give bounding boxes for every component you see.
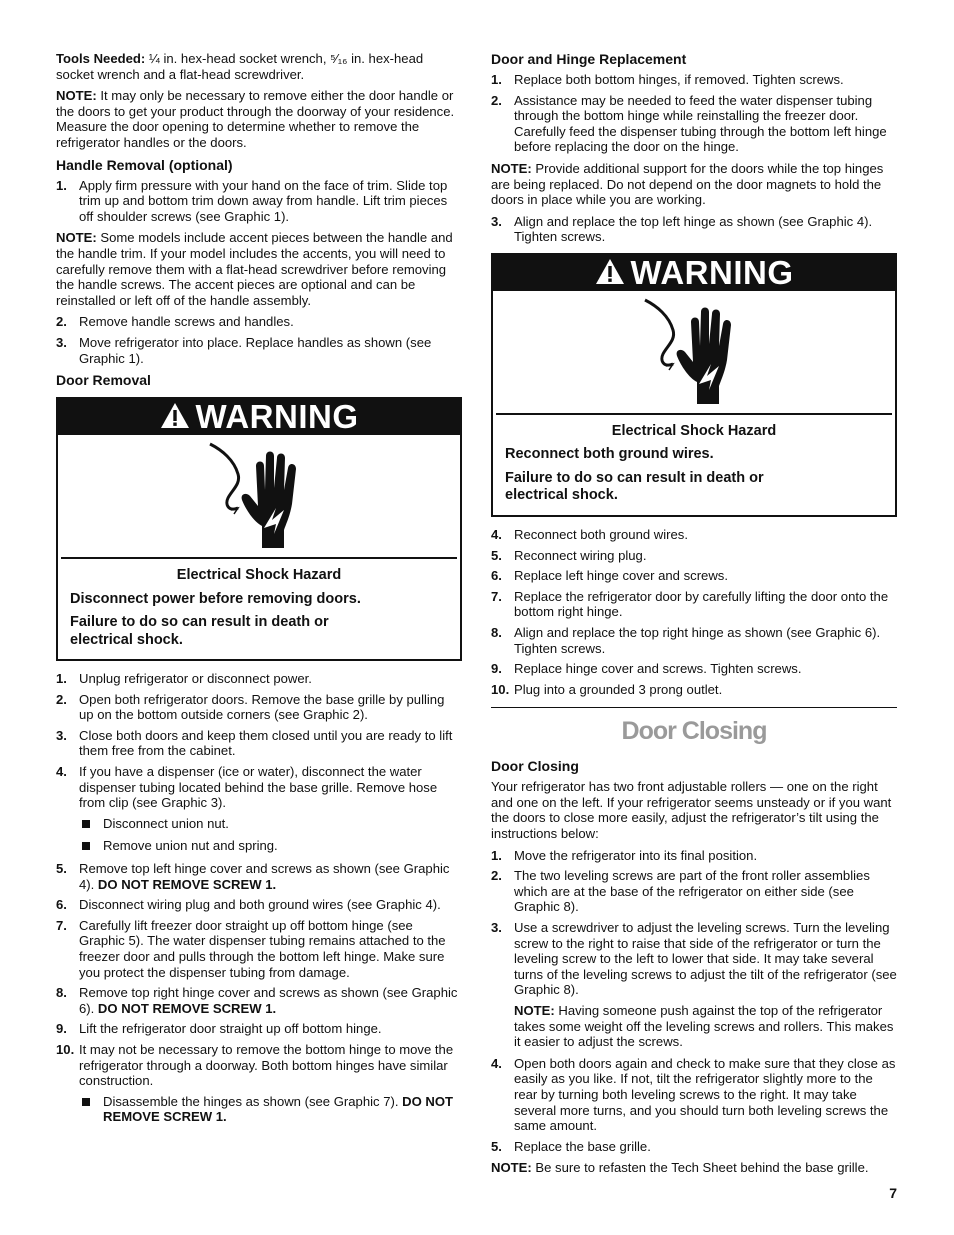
warning-header — [493, 255, 895, 291]
note-tech-sheet: NOTE: Be sure to refasten the Tech Sheet behind the base grille. — [491, 1160, 869, 1176]
door-removal-steps — [56, 671, 462, 1125]
electric-shock-hand-icon — [639, 294, 749, 410]
warning-box-disconnect — [56, 397, 462, 661]
electric-shock-hand-icon — [204, 438, 314, 554]
tools-fraction: ⁵⁄₁₆ — [330, 51, 348, 66]
hazard-title: Electrical Shock Hazard — [176, 567, 342, 584]
warning-triangle-icon — [160, 402, 190, 433]
list-item: 3. Use a screwdriver to adjust the leveling screws. Turn the leveling screw to the right to raise that side of the refrigerator or turn the leveling screw to the left to lower that side. It may take several turns of the leveling screws to adjust the tilt of the refrigerator (see Graphic 8). NOTE: Having someone push against the top of the refrigerator takes some weight off the leveling screws and rollers. This makes it easier to adjust the screws. — [491, 920, 897, 1050]
note-door-handle — [56, 88, 462, 150]
warning-instruction: Reconnect both ground wires. — [505, 446, 714, 463]
list-item: 1. Move the refrigerator into its final position. — [491, 847, 758, 863]
tools-text-b: in. hex-head socket wrench and a flat-head screwdriver. — [56, 51, 424, 82]
list-item: 4. Reconnect both ground wires. — [491, 526, 688, 542]
door-closing-steps — [491, 848, 897, 1155]
list-item: 3. Close both doors and keep them closed until you are ready to lift them free from the cabinet. — [56, 727, 453, 759]
sub-bullets — [79, 1094, 462, 1125]
right-column — [491, 51, 897, 1182]
section-title: Door Closing — [621, 717, 767, 746]
shock-picture — [496, 291, 892, 415]
list-item: 6. Replace left hinge cover and screws. — [491, 568, 728, 584]
tools-text: ¼ in. hex-head socket wrench, — [148, 51, 331, 66]
list-item: 2. Assistance may be needed to feed the water dispenser tubing through the bottom hinge while reinstalling the freezer door. Carefully feed the dispenser tubing through the bottom left hinge before replacing the door on the hinge. — [491, 92, 887, 155]
bullet-item: Remove union nut and spring. — [79, 838, 462, 854]
list-item: 7. Replace the refrigerator door by carefully lifting the door onto the bottom right hinge. — [491, 588, 889, 620]
list-item: 9. Lift the refrigerator door straight up off bottom hinge. — [56, 1021, 382, 1037]
list-item: 2. Open both refrigerator doors. Remove the base grille by pulling up on the bottom outside corners (see Graphic 2). — [56, 691, 445, 723]
list-item: 7. Carefully lift freezer door straight up off bottom hinge (see Graphic 5). The water dispenser tubing remains attached to the freezer door and pulls through the bottom left hinge. Make sure you protect the dispenser tubing from damage. — [56, 917, 446, 980]
door-closing-intro: Your refrigerator has two front adjustable rollers — one on the right and one on the left. If your refrigerator seems unsteady or if you want the doors to close more easily, adjust the refrigerator’s tilt using the instructions below: — [491, 779, 892, 842]
warning-word: WARNING — [630, 253, 794, 291]
list-item: 5. Remove top left hinge cover and screws as shown (see Graphic 4). DO NOT REMOVE SCREW 1. — [56, 861, 450, 892]
note-label: NOTE: — [491, 160, 532, 176]
section-divider — [491, 707, 897, 708]
tools-needed — [56, 51, 462, 82]
warning-consequence: Failure to do so can result in death or electrical shock. — [505, 469, 764, 504]
warning-box-reconnect — [491, 253, 897, 517]
page-number: 7 — [889, 1185, 897, 1201]
list-item: 8. Align and replace the top right hinge as shown (see Graphic 6). Tighten screws. — [491, 624, 881, 656]
hinge-replacement-heading: Door and Hinge Replacement — [491, 51, 687, 67]
list-item: 4. If you have a dispenser (ice or water), disconnect the water dispenser tubing located behind the base grille. Remove hose from clip (see Graphic 3). Disconnect union nut. Remove union nut and spring. — [56, 764, 462, 854]
hinge-steps — [491, 72, 897, 155]
note-label: NOTE: — [56, 230, 97, 246]
door-removal-heading: Door Removal — [56, 372, 151, 389]
list-item: 5. Replace the base grille. — [491, 1138, 651, 1154]
shock-picture — [61, 435, 457, 559]
list-item: 8. Remove top right hinge cover and screws as shown (see Graphic 6). DO NOT REMOVE SCREW 1. — [56, 985, 458, 1016]
reinstall-steps — [491, 527, 897, 697]
list-item: 6. Disconnect wiring plug and both ground wires (see Graphic 4). — [56, 897, 441, 913]
list-item: 1. Unplug refrigerator or disconnect power. — [56, 671, 312, 687]
warning-consequence: Failure to do so can result in death or electrical shock. — [70, 614, 329, 648]
warning-text — [493, 415, 895, 515]
list-item: 10. Plug into a grounded 3 prong outlet. — [491, 681, 723, 697]
list-item: 1. Apply firm pressure with your hand on the face of trim. Slide top trim up and bottom trim down away from handle. Lift trim pieces off shoulder screws (see Graphic 1). — [56, 177, 448, 224]
list-item: 2. The two leveling screws are part of the front roller assemblies which are at the base of the refrigerator on either side (see Graphic 8). — [491, 868, 870, 915]
note-text: It may only be necessary to remove either the door handle or the doors to get your product through the doorway of your residence. Measure the door opening to determine whether to remove the refrigerator handles or the doors. — [56, 88, 455, 150]
handle-steps-cont — [56, 314, 462, 366]
note-text: Some models include accent pieces between the handle and the handle trim. If your model includes the accents, you will need to carefully remove them with a flat-head screwdriver before removing the handle screws. The accent pieces are optional and can be reinstalled or left off of the handle assembly. — [56, 230, 453, 308]
left-column — [56, 51, 462, 1132]
list-item: 3. Move refrigerator into place. Replace handles as shown (see Graphic 1). — [56, 334, 432, 366]
bullet-item: Disassemble the hinges as shown (see Graphic 7). DO NOT REMOVE SCREW 1. — [79, 1094, 462, 1125]
note-accent-pieces — [56, 230, 462, 308]
sub-bullets — [79, 816, 462, 854]
door-closing-heading: Door Closing — [491, 758, 579, 775]
handle-steps — [56, 178, 462, 225]
warning-instruction: Disconnect power before removing doors. — [70, 590, 361, 607]
list-item: 10. It may not be necessary to remove the bottom hinge to move the refrigerator through a doorway. Both bottom hinges have similar construction. Disassemble the hinges as shown (see Graphic 7). DO NOT REMOVE SCREW 1. — [56, 1042, 462, 1125]
list-item: 9. Replace hinge cover and screws. Tighten screws. — [491, 661, 802, 677]
tools-label: Tools Needed: — [56, 51, 146, 66]
note-support-doors — [491, 161, 897, 208]
note-label: NOTE: — [56, 88, 97, 104]
list-item: 4. Open both doors again and check to make sure that they close as easily as you like. If not, tilt the refrigerator slightly more to the rear by turning both leveling screws to the right. It may take several more turns, and you should turn both leveling screws the same amount. — [491, 1055, 896, 1134]
list-item: 1. Replace both bottom hinges, if removed. Tighten screws. — [491, 72, 844, 87]
handle-removal-heading: Handle Removal (optional) — [56, 156, 233, 173]
hinge-steps-cont — [491, 214, 897, 245]
note-leveling: NOTE: Having someone push against the top of the refrigerator takes some weight off the leveling screws and rollers. This makes it easier to adjust the screws. — [514, 1003, 894, 1050]
warning-word: WARNING — [195, 398, 359, 436]
warning-header — [58, 399, 460, 435]
list-item: 2. Remove handle screws and handles. — [56, 314, 294, 330]
warning-text — [58, 559, 460, 659]
list-item: 5. Reconnect wiring plug. — [491, 547, 647, 563]
note-text: Provide additional support for the doors while the top hinges are being replaced. Do not depend on the door magnets to hold the doors in place while you are working. — [491, 160, 884, 208]
bullet-item: Disconnect union nut. — [79, 816, 462, 832]
warning-triangle-icon — [595, 258, 625, 289]
list-item: 3. Align and replace the top left hinge as shown (see Graphic 4). Tighten screws. — [491, 213, 873, 245]
hazard-title: Electrical Shock Hazard — [611, 422, 777, 439]
